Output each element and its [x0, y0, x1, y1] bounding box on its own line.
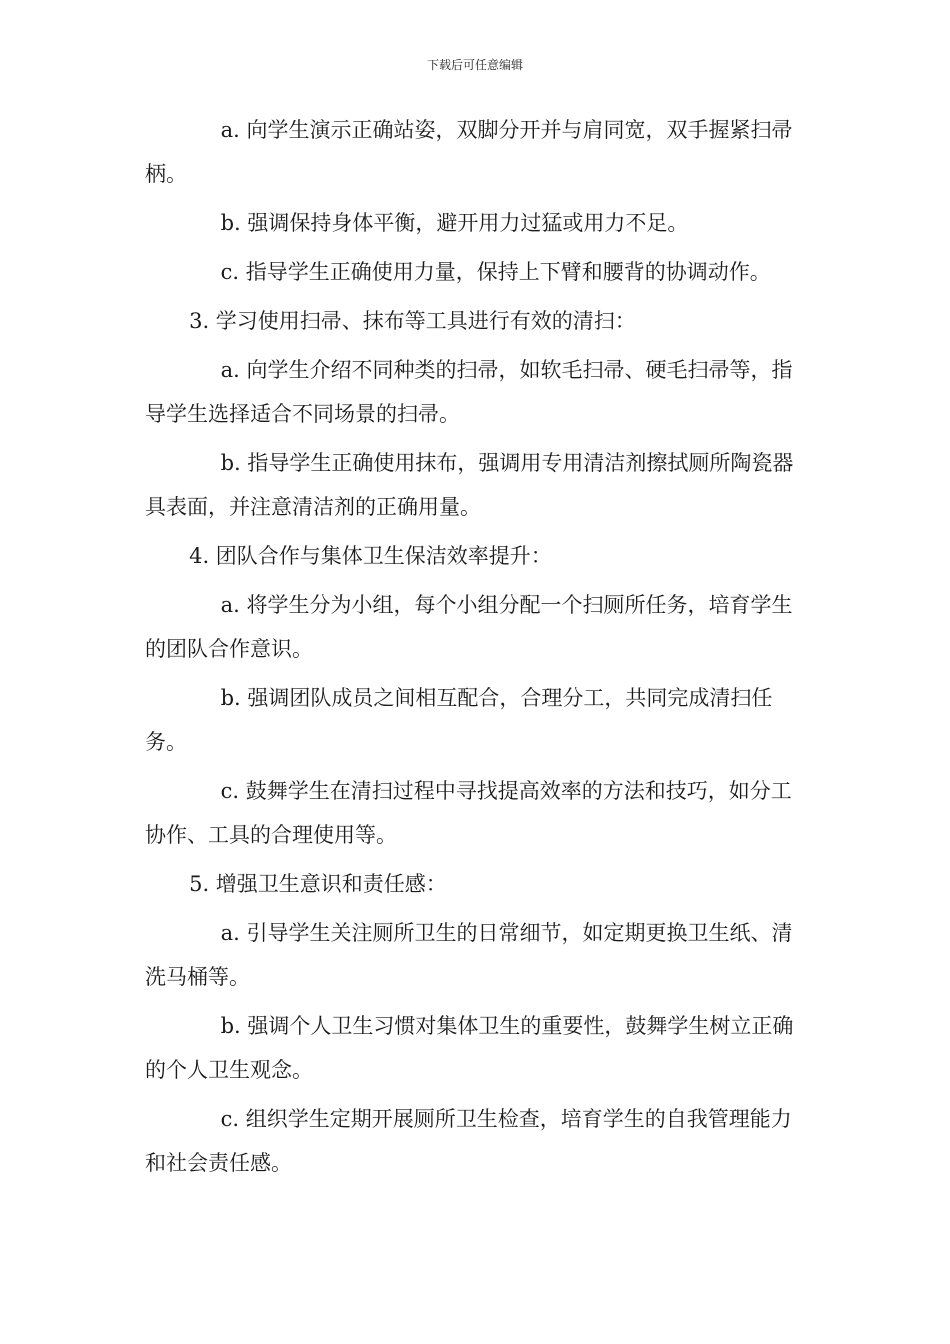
paragraph-item: c. 组织学生定期开展厕所卫生检查，培育学生的自我管理能力和社会责任感。 [145, 1107, 792, 1175]
section-heading: 3. 学习使用扫帚、抹布等工具进行有效的清扫： [189, 309, 636, 333]
section-heading: 4. 团队合作与集体卫生保洁效率提升： [189, 544, 552, 568]
section-heading: 5. 增强卫生意识和责任感： [189, 872, 447, 896]
paragraph-item: b. 强调个人卫生习惯对集体卫生的重要性，鼓舞学生树立正确的个人卫生观念。 [145, 1014, 794, 1082]
paragraph-item: c. 指导学生正确使用力量，保持上下臂和腰背的协调动作。 [220, 260, 771, 284]
paragraph-item: b. 强调团队成员之间相互配合，合理分工，共同完成清扫任务。 [145, 686, 773, 754]
paragraph-item: c. 鼓舞学生在清扫过程中寻找提高效率的方法和技巧，如分工协作、工具的合理使用等。 [145, 779, 792, 847]
paragraph-item: b. 强调保持身体平衡，避开用力过猛或用力不足。 [220, 211, 689, 235]
paragraph-item: a. 将学生分为小组，每个小组分配一个扫厕所任务，培育学生的团队合作意识。 [145, 593, 793, 661]
paragraph-item: a. 引导学生关注厕所卫生的日常细节，如定期更换卫生纸、清洗马桶等。 [145, 921, 793, 989]
document-body [145, 108, 810, 1190]
paragraph-item: a. 向学生介绍不同种类的扫帚，如软毛扫帚、硬毛扫帚等，指导学生选择适合不同场景的扫帚。 [145, 358, 793, 426]
paragraph-item: a. 向学生演示正确站姿，双脚分开并与肩同宽，双手握紧扫帚柄。 [145, 118, 793, 186]
page-header: 下载后可任意编辑 [426, 58, 523, 72]
paragraph-item: b. 指导学生正确使用抹布，强调用专用清洁剂擦拭厕所陶瓷器具表面，并注意清洁剂的正确用量。 [145, 451, 794, 519]
